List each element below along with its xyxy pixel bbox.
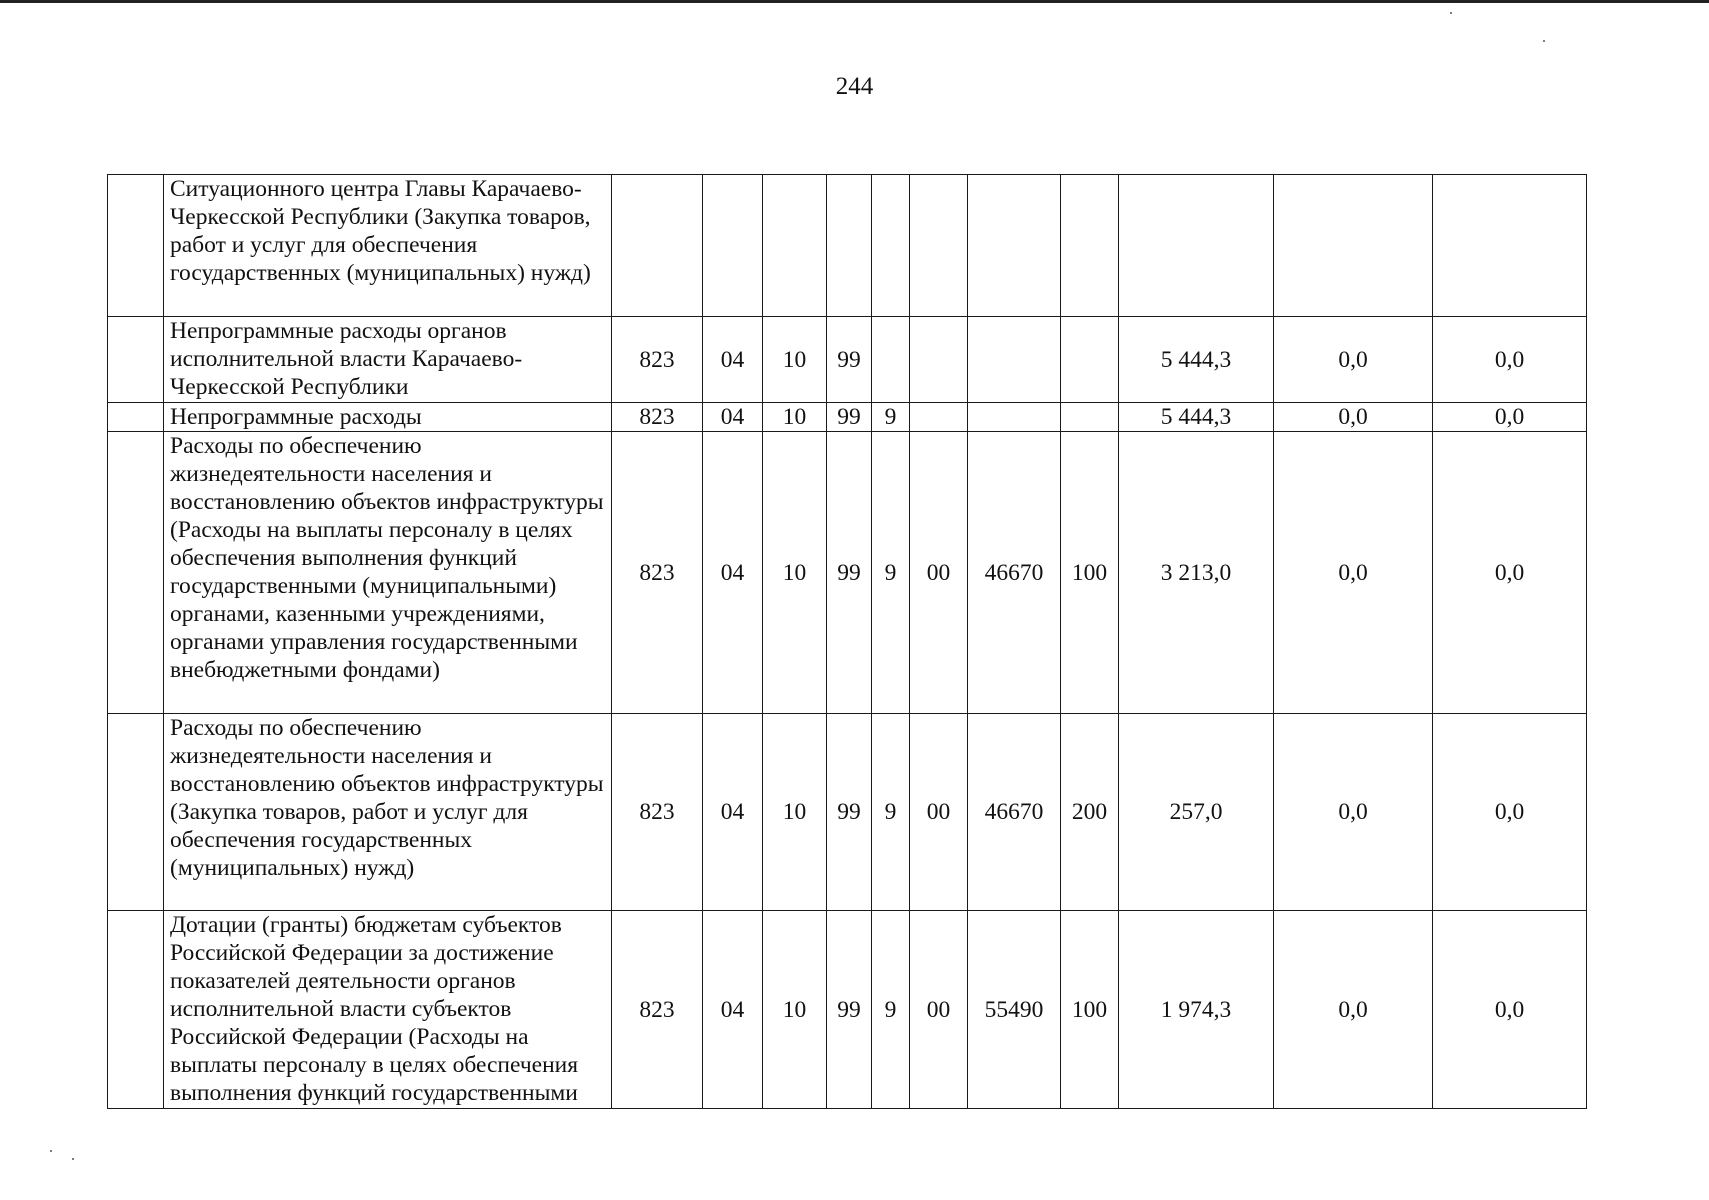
section-cell: 04 (703, 317, 763, 403)
activity-cell (910, 403, 968, 432)
expense-type-cell (1061, 317, 1119, 403)
amount-year2-cell: 0,0 (1274, 317, 1433, 403)
grbs-cell: 823 (612, 911, 703, 1109)
direction-cell (968, 175, 1061, 317)
amount-year3-cell: 0,0 (1433, 432, 1587, 714)
row-description: Непрограммные расходы органов исполнительной власти Карачаево-Черкесской Республики (164, 317, 612, 403)
program-cell: 99 (827, 403, 872, 432)
amount-year3-cell: 0,0 (1433, 714, 1587, 911)
activity-cell (910, 175, 968, 317)
row-index-cell (108, 432, 164, 714)
scan-edge-line (0, 0, 1709, 3)
expense-type-cell: 100 (1061, 911, 1119, 1109)
amount-year3-cell: 0,0 (1433, 911, 1587, 1109)
subsection-cell: 10 (763, 714, 827, 911)
grbs-cell: 823 (612, 403, 703, 432)
subprogram-cell (872, 317, 910, 403)
expense-type-cell (1061, 403, 1119, 432)
activity-cell: 00 (910, 911, 968, 1109)
row-index-cell (108, 911, 164, 1109)
row-description: Дотации (гранты) бюджетам субъектов Российской Федерации за достижение показателей деятельности органов исполнительной власти субъектов Российской Федерации (Расходы на выплаты персоналу в целях обеспечения выполнения функций государственными (164, 911, 612, 1109)
row-index-cell (108, 403, 164, 432)
row-index-cell (108, 317, 164, 403)
section-cell: 04 (703, 403, 763, 432)
subsection-cell: 10 (763, 911, 827, 1109)
subsection-cell: 10 (763, 317, 827, 403)
direction-cell (968, 403, 1061, 432)
subsection-cell: 10 (763, 432, 827, 714)
activity-cell: 00 (910, 714, 968, 911)
table-row (108, 911, 1587, 1109)
scan-speck (1543, 40, 1545, 42)
subprogram-cell: 9 (872, 432, 910, 714)
grbs-cell: 823 (612, 317, 703, 403)
scan-speck (72, 1158, 74, 1160)
expense-type-cell (1061, 175, 1119, 317)
section-cell: 04 (703, 911, 763, 1109)
row-index-cell (108, 175, 164, 317)
row-index-cell (108, 714, 164, 911)
subprogram-cell: 9 (872, 911, 910, 1109)
expense-type-cell: 200 (1061, 714, 1119, 911)
grbs-cell (612, 175, 703, 317)
direction-cell: 55490 (968, 911, 1061, 1109)
grbs-cell: 823 (612, 432, 703, 714)
subsection-cell: 10 (763, 403, 827, 432)
program-cell: 99 (827, 432, 872, 714)
subprogram-cell (872, 175, 910, 317)
row-description: Ситуационного центра Главы Карачаево-Черкесской Республики (Закупка товаров, работ и услуг для обеспечения государственных (муниципальных) нужд) (164, 175, 612, 317)
table-row (108, 317, 1587, 403)
table-row (108, 403, 1587, 432)
direction-cell: 46670 (968, 432, 1061, 714)
amount-year1-cell: 5 444,3 (1119, 403, 1274, 432)
amount-year2-cell: 0,0 (1274, 714, 1433, 911)
page-number: 244 (835, 73, 874, 100)
expense-type-cell: 100 (1061, 432, 1119, 714)
program-cell: 99 (827, 317, 872, 403)
row-description: Расходы по обеспечению жизнедеятельности населения и восстановлению объектов инфраструктуры (Закупка товаров, работ и услуг для обеспечения государственных (муниципальных) нужд) (164, 714, 612, 911)
amount-year1-cell: 257,0 (1119, 714, 1274, 911)
table-row (108, 714, 1587, 911)
amount-year3-cell: 0,0 (1433, 317, 1587, 403)
table-row (108, 175, 1587, 317)
scan-speck (50, 1150, 52, 1152)
activity-cell: 00 (910, 432, 968, 714)
subprogram-cell: 9 (872, 403, 910, 432)
subsection-cell (763, 175, 827, 317)
program-cell: 99 (827, 714, 872, 911)
table-row (108, 432, 1587, 714)
amount-year3-cell: 0,0 (1433, 403, 1587, 432)
scan-speck (1450, 12, 1452, 14)
direction-cell: 46670 (968, 714, 1061, 911)
amount-year2-cell: 0,0 (1274, 432, 1433, 714)
section-cell (703, 175, 763, 317)
section-cell: 04 (703, 714, 763, 911)
program-cell: 99 (827, 911, 872, 1109)
activity-cell (910, 317, 968, 403)
amount-year1-cell: 1 974,3 (1119, 911, 1274, 1109)
row-description: Непрограммные расходы (164, 403, 612, 432)
budget-table (107, 174, 1587, 1109)
amount-year1-cell: 3 213,0 (1119, 432, 1274, 714)
row-description: Расходы по обеспечению жизнедеятельности населения и восстановлению объектов инфраструктуры (Расходы на выплаты персоналу в целях обеспечения выполнения функций государственными (муниципальными) органами, казенными учреждениями, органами управления государственными внебюджетными фондами) (164, 432, 612, 714)
amount-year3-cell (1433, 175, 1587, 317)
section-cell: 04 (703, 432, 763, 714)
direction-cell (968, 317, 1061, 403)
program-cell (827, 175, 872, 317)
amount-year2-cell: 0,0 (1274, 911, 1433, 1109)
grbs-cell: 823 (612, 714, 703, 911)
amount-year2-cell: 0,0 (1274, 403, 1433, 432)
amount-year1-cell (1119, 175, 1274, 317)
amount-year2-cell (1274, 175, 1433, 317)
amount-year1-cell: 5 444,3 (1119, 317, 1274, 403)
subprogram-cell: 9 (872, 714, 910, 911)
